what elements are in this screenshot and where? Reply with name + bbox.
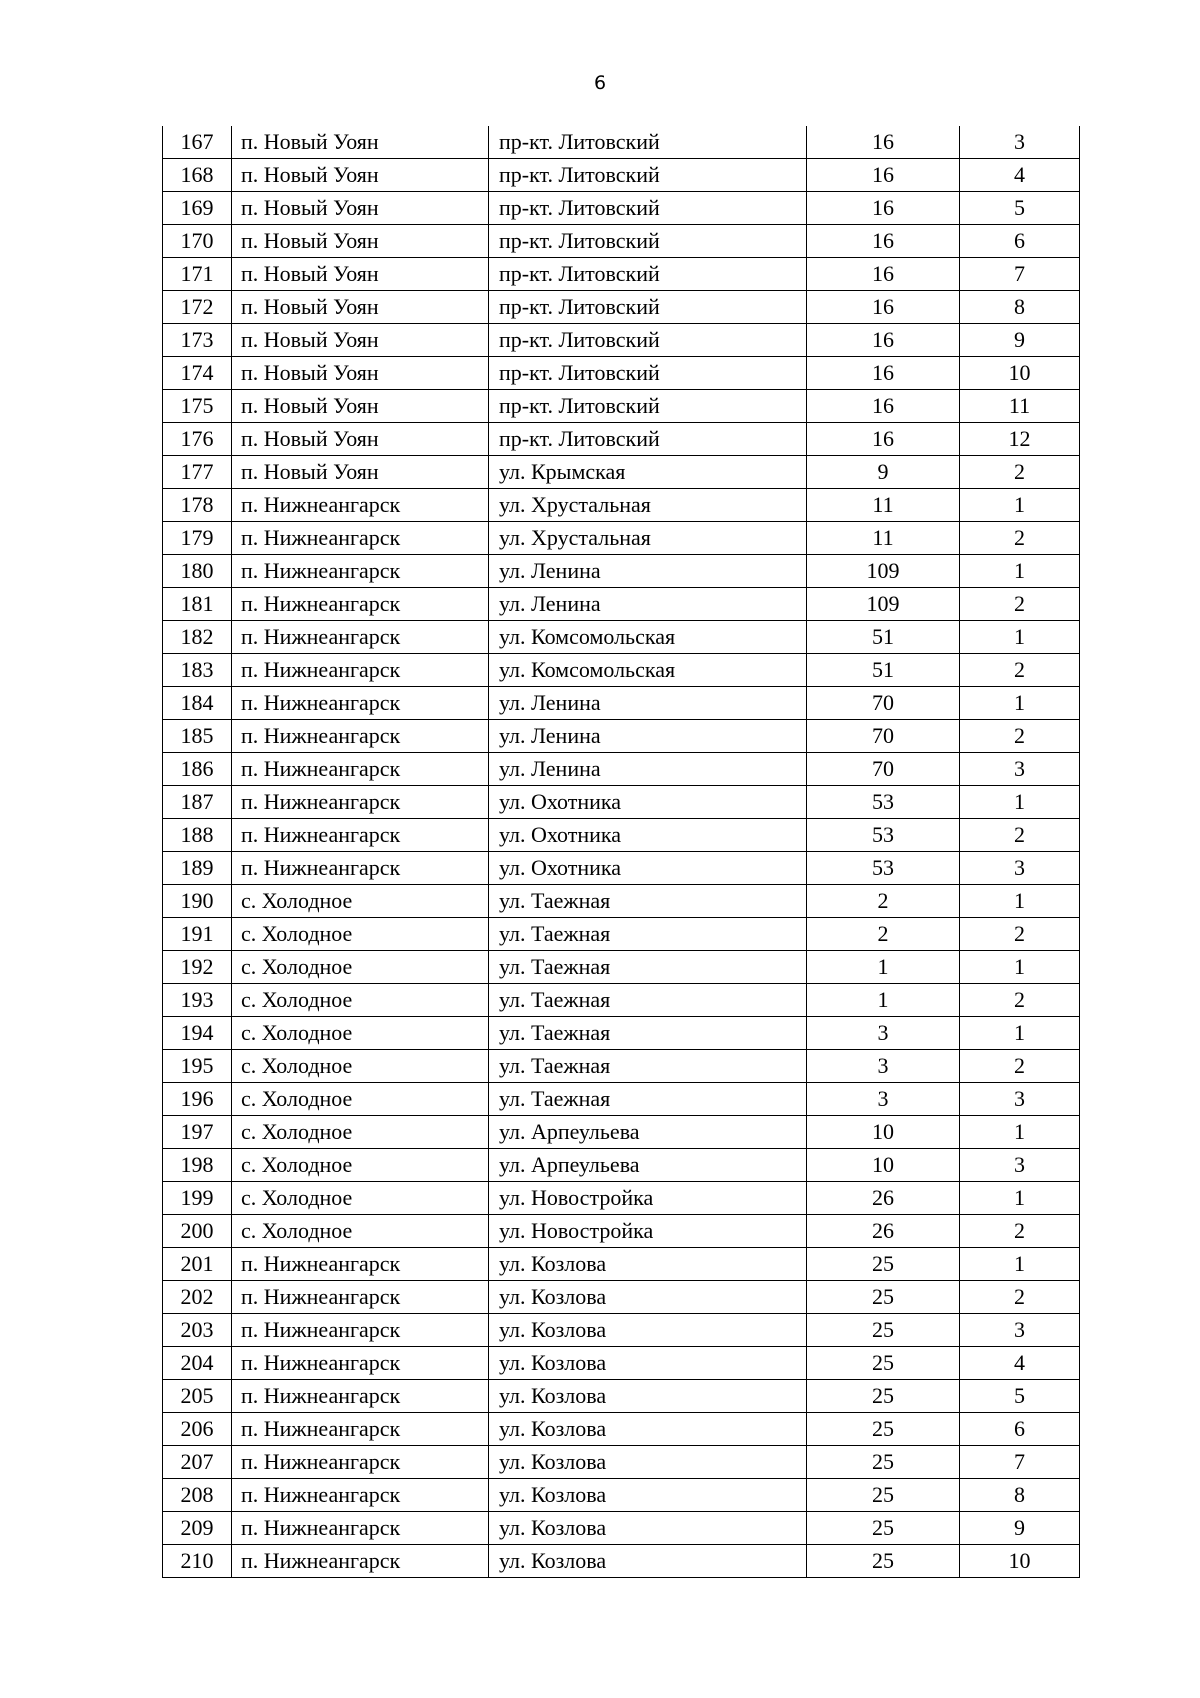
settlement-cell: п. Нижнеангарск (232, 489, 489, 522)
row-number: 170 (163, 225, 232, 258)
street-cell: ул. Козлова (489, 1545, 807, 1578)
table-row (163, 456, 1080, 489)
house-number-cell: 1 (807, 984, 960, 1017)
apartment-number-cell: 2 (960, 654, 1080, 687)
apartment-number-cell: 6 (960, 1413, 1080, 1446)
street-cell: ул. Крымская (489, 456, 807, 489)
settlement-cell: с. Холодное (232, 1215, 489, 1248)
house-number-cell: 3 (807, 1083, 960, 1116)
table-row (163, 1545, 1080, 1578)
settlement-cell: с. Холодное (232, 984, 489, 1017)
row-number: 184 (163, 687, 232, 720)
settlement-cell: п. Нижнеангарск (232, 1479, 489, 1512)
table-row (163, 357, 1080, 390)
street-cell: пр-кт. Литовский (489, 258, 807, 291)
settlement-cell: п. Новый Уоян (232, 423, 489, 456)
settlement-cell: п. Нижнеангарск (232, 1446, 489, 1479)
house-number-cell: 16 (807, 159, 960, 192)
row-number: 210 (163, 1545, 232, 1578)
street-cell: ул. Комсомольская (489, 654, 807, 687)
row-number: 187 (163, 786, 232, 819)
settlement-cell: п. Новый Уоян (232, 324, 489, 357)
table-row (163, 951, 1080, 984)
table-row (163, 654, 1080, 687)
apartment-number-cell: 1 (960, 786, 1080, 819)
settlement-cell: п. Нижнеангарск (232, 654, 489, 687)
street-cell: пр-кт. Литовский (489, 390, 807, 423)
table-row (163, 192, 1080, 225)
row-number: 195 (163, 1050, 232, 1083)
apartment-number-cell: 4 (960, 159, 1080, 192)
row-number: 207 (163, 1446, 232, 1479)
row-number: 206 (163, 1413, 232, 1446)
house-number-cell: 25 (807, 1479, 960, 1512)
house-number-cell: 51 (807, 621, 960, 654)
apartment-number-cell: 3 (960, 1149, 1080, 1182)
table-row (163, 291, 1080, 324)
street-cell: ул. Ленина (489, 588, 807, 621)
table-row (163, 1248, 1080, 1281)
table-row (163, 324, 1080, 357)
row-number: 204 (163, 1347, 232, 1380)
row-number: 190 (163, 885, 232, 918)
settlement-cell: п. Новый Уоян (232, 192, 489, 225)
table-row (163, 885, 1080, 918)
table-row (163, 1314, 1080, 1347)
street-cell: ул. Комсомольская (489, 621, 807, 654)
table-row (163, 1017, 1080, 1050)
street-cell: ул. Ленина (489, 555, 807, 588)
row-number: 173 (163, 324, 232, 357)
settlement-cell: п. Нижнеангарск (232, 588, 489, 621)
house-number-cell: 25 (807, 1281, 960, 1314)
house-number-cell: 25 (807, 1545, 960, 1578)
street-cell: ул. Охотника (489, 819, 807, 852)
row-number: 179 (163, 522, 232, 555)
street-cell: ул. Таежная (489, 984, 807, 1017)
settlement-cell: п. Нижнеангарск (232, 687, 489, 720)
table-row (163, 720, 1080, 753)
settlement-cell: п. Нижнеангарск (232, 786, 489, 819)
table-row (163, 1083, 1080, 1116)
apartment-number-cell: 1 (960, 1248, 1080, 1281)
table-row (163, 786, 1080, 819)
street-cell: пр-кт. Литовский (489, 291, 807, 324)
row-number: 172 (163, 291, 232, 324)
house-number-cell: 70 (807, 687, 960, 720)
table-row (163, 1050, 1080, 1083)
table-row (163, 159, 1080, 192)
street-cell: ул. Козлова (489, 1413, 807, 1446)
street-cell: ул. Козлова (489, 1446, 807, 1479)
settlement-cell: с. Холодное (232, 1116, 489, 1149)
settlement-cell: с. Холодное (232, 918, 489, 951)
house-number-cell: 11 (807, 522, 960, 555)
apartment-number-cell: 2 (960, 1215, 1080, 1248)
settlement-cell: п. Новый Уоян (232, 456, 489, 489)
settlement-cell: п. Нижнеангарск (232, 852, 489, 885)
row-number: 180 (163, 555, 232, 588)
row-number: 202 (163, 1281, 232, 1314)
street-cell: ул. Таежная (489, 885, 807, 918)
row-number: 199 (163, 1182, 232, 1215)
row-number: 176 (163, 423, 232, 456)
table-row (163, 1215, 1080, 1248)
table-row (163, 489, 1080, 522)
settlement-cell: п. Новый Уоян (232, 225, 489, 258)
apartment-number-cell: 5 (960, 192, 1080, 225)
apartment-number-cell: 7 (960, 258, 1080, 291)
table-row (163, 852, 1080, 885)
settlement-cell: п. Нижнеангарск (232, 621, 489, 654)
row-number: 175 (163, 390, 232, 423)
apartment-number-cell: 9 (960, 1512, 1080, 1545)
row-number: 183 (163, 654, 232, 687)
house-number-cell: 16 (807, 324, 960, 357)
row-number: 200 (163, 1215, 232, 1248)
row-number: 185 (163, 720, 232, 753)
table-row (163, 1413, 1080, 1446)
street-cell: ул. Арпеульева (489, 1149, 807, 1182)
house-number-cell: 16 (807, 390, 960, 423)
row-number: 198 (163, 1149, 232, 1182)
table-row (163, 1347, 1080, 1380)
table-row (163, 588, 1080, 621)
house-number-cell: 16 (807, 126, 960, 159)
street-cell: пр-кт. Литовский (489, 357, 807, 390)
settlement-cell: с. Холодное (232, 885, 489, 918)
house-number-cell: 26 (807, 1215, 960, 1248)
apartment-number-cell: 10 (960, 1545, 1080, 1578)
street-cell: ул. Козлова (489, 1281, 807, 1314)
settlement-cell: п. Новый Уоян (232, 291, 489, 324)
settlement-cell: п. Нижнеангарск (232, 1413, 489, 1446)
street-cell: ул. Арпеульева (489, 1116, 807, 1149)
row-number: 197 (163, 1116, 232, 1149)
house-number-cell: 16 (807, 291, 960, 324)
row-number: 167 (163, 126, 232, 159)
house-number-cell: 25 (807, 1512, 960, 1545)
apartment-number-cell: 1 (960, 1116, 1080, 1149)
street-cell: ул. Козлова (489, 1248, 807, 1281)
settlement-cell: п. Новый Уоян (232, 357, 489, 390)
settlement-cell: п. Нижнеангарск (232, 1347, 489, 1380)
row-number: 201 (163, 1248, 232, 1281)
house-number-cell: 16 (807, 258, 960, 291)
house-number-cell: 10 (807, 1116, 960, 1149)
table-row (163, 423, 1080, 456)
house-number-cell: 53 (807, 786, 960, 819)
street-cell: ул. Ленина (489, 753, 807, 786)
apartment-number-cell: 2 (960, 1281, 1080, 1314)
apartment-number-cell: 4 (960, 1347, 1080, 1380)
address-table-body (163, 126, 1080, 1578)
settlement-cell: п. Новый Уоян (232, 390, 489, 423)
apartment-number-cell: 1 (960, 555, 1080, 588)
settlement-cell: п. Нижнеангарск (232, 555, 489, 588)
table-row (163, 687, 1080, 720)
table-row (163, 819, 1080, 852)
row-number: 193 (163, 984, 232, 1017)
apartment-number-cell: 2 (960, 918, 1080, 951)
street-cell: ул. Новостройка (489, 1215, 807, 1248)
table-row (163, 1281, 1080, 1314)
row-number: 171 (163, 258, 232, 291)
apartment-number-cell: 2 (960, 588, 1080, 621)
settlement-cell: п. Нижнеангарск (232, 1248, 489, 1281)
house-number-cell: 53 (807, 852, 960, 885)
house-number-cell: 70 (807, 753, 960, 786)
house-number-cell: 109 (807, 555, 960, 588)
settlement-cell: с. Холодное (232, 1083, 489, 1116)
settlement-cell: п. Нижнеангарск (232, 819, 489, 852)
table-row (163, 1512, 1080, 1545)
street-cell: пр-кт. Литовский (489, 192, 807, 225)
table-row (163, 753, 1080, 786)
table-row (163, 390, 1080, 423)
house-number-cell: 25 (807, 1248, 960, 1281)
street-cell: ул. Козлова (489, 1512, 807, 1545)
table-row (163, 1182, 1080, 1215)
apartment-number-cell: 11 (960, 390, 1080, 423)
street-cell: пр-кт. Литовский (489, 423, 807, 456)
house-number-cell: 3 (807, 1017, 960, 1050)
settlement-cell: п. Нижнеангарск (232, 1380, 489, 1413)
settlement-cell: с. Холодное (232, 1149, 489, 1182)
apartment-number-cell: 3 (960, 852, 1080, 885)
house-number-cell: 70 (807, 720, 960, 753)
table-row (163, 522, 1080, 555)
table-row (163, 1479, 1080, 1512)
apartment-number-cell: 3 (960, 126, 1080, 159)
street-cell: пр-кт. Литовский (489, 126, 807, 159)
street-cell: ул. Козлова (489, 1314, 807, 1347)
settlement-cell: п. Нижнеангарск (232, 522, 489, 555)
apartment-number-cell: 1 (960, 687, 1080, 720)
address-table (162, 126, 1080, 1578)
house-number-cell: 16 (807, 357, 960, 390)
house-number-cell: 16 (807, 225, 960, 258)
settlement-cell: п. Нижнеангарск (232, 753, 489, 786)
row-number: 186 (163, 753, 232, 786)
apartment-number-cell: 2 (960, 984, 1080, 1017)
settlement-cell: с. Холодное (232, 1182, 489, 1215)
row-number: 208 (163, 1479, 232, 1512)
row-number: 188 (163, 819, 232, 852)
row-number: 192 (163, 951, 232, 984)
row-number: 181 (163, 588, 232, 621)
table-row (163, 258, 1080, 291)
house-number-cell: 109 (807, 588, 960, 621)
house-number-cell: 25 (807, 1446, 960, 1479)
table-row (163, 1149, 1080, 1182)
street-cell: ул. Охотника (489, 852, 807, 885)
house-number-cell: 2 (807, 885, 960, 918)
apartment-number-cell: 6 (960, 225, 1080, 258)
street-cell: ул. Хрустальная (489, 489, 807, 522)
house-number-cell: 10 (807, 1149, 960, 1182)
table-row (163, 555, 1080, 588)
settlement-cell: п. Нижнеангарск (232, 720, 489, 753)
apartment-number-cell: 8 (960, 1479, 1080, 1512)
settlement-cell: с. Холодное (232, 1050, 489, 1083)
house-number-cell: 51 (807, 654, 960, 687)
row-number: 174 (163, 357, 232, 390)
house-number-cell: 9 (807, 456, 960, 489)
street-cell: ул. Таежная (489, 1083, 807, 1116)
row-number: 194 (163, 1017, 232, 1050)
apartment-number-cell: 2 (960, 819, 1080, 852)
street-cell: ул. Таежная (489, 918, 807, 951)
table-row (163, 1116, 1080, 1149)
row-number: 189 (163, 852, 232, 885)
house-number-cell: 25 (807, 1347, 960, 1380)
street-cell: ул. Козлова (489, 1347, 807, 1380)
street-cell: ул. Хрустальная (489, 522, 807, 555)
apartment-number-cell: 2 (960, 1050, 1080, 1083)
house-number-cell: 25 (807, 1413, 960, 1446)
apartment-number-cell: 5 (960, 1380, 1080, 1413)
table-row (163, 918, 1080, 951)
settlement-cell: п. Новый Уоян (232, 258, 489, 291)
row-number: 191 (163, 918, 232, 951)
table-row (163, 621, 1080, 654)
apartment-number-cell: 1 (960, 1182, 1080, 1215)
settlement-cell: п. Нижнеангарск (232, 1281, 489, 1314)
apartment-number-cell: 10 (960, 357, 1080, 390)
street-cell: пр-кт. Литовский (489, 159, 807, 192)
street-cell: ул. Ленина (489, 687, 807, 720)
table-row (163, 225, 1080, 258)
settlement-cell: п. Нижнеангарск (232, 1512, 489, 1545)
settlement-cell: п. Новый Уоян (232, 126, 489, 159)
apartment-number-cell: 9 (960, 324, 1080, 357)
row-number: 196 (163, 1083, 232, 1116)
apartment-number-cell: 2 (960, 522, 1080, 555)
settlement-cell: п. Новый Уоян (232, 159, 489, 192)
house-number-cell: 16 (807, 423, 960, 456)
street-cell: ул. Новостройка (489, 1182, 807, 1215)
street-cell: ул. Таежная (489, 951, 807, 984)
table-row (163, 1446, 1080, 1479)
street-cell: ул. Таежная (489, 1050, 807, 1083)
row-number: 182 (163, 621, 232, 654)
apartment-number-cell: 1 (960, 951, 1080, 984)
row-number: 209 (163, 1512, 232, 1545)
row-number: 178 (163, 489, 232, 522)
apartment-number-cell: 8 (960, 291, 1080, 324)
house-number-cell: 1 (807, 951, 960, 984)
house-number-cell: 16 (807, 192, 960, 225)
apartment-number-cell: 1 (960, 621, 1080, 654)
settlement-cell: п. Нижнеангарск (232, 1545, 489, 1578)
apartment-number-cell: 2 (960, 720, 1080, 753)
table-row (163, 126, 1080, 159)
row-number: 203 (163, 1314, 232, 1347)
page-number: 6 (593, 72, 607, 94)
row-number: 177 (163, 456, 232, 489)
settlement-cell: с. Холодное (232, 951, 489, 984)
house-number-cell: 53 (807, 819, 960, 852)
house-number-cell: 11 (807, 489, 960, 522)
house-number-cell: 2 (807, 918, 960, 951)
house-number-cell: 26 (807, 1182, 960, 1215)
apartment-number-cell: 1 (960, 1017, 1080, 1050)
apartment-number-cell: 3 (960, 753, 1080, 786)
table-row (163, 1380, 1080, 1413)
street-cell: ул. Козлова (489, 1380, 807, 1413)
row-number: 205 (163, 1380, 232, 1413)
apartment-number-cell: 12 (960, 423, 1080, 456)
street-cell: ул. Таежная (489, 1017, 807, 1050)
apartment-number-cell: 7 (960, 1446, 1080, 1479)
street-cell: ул. Охотника (489, 786, 807, 819)
settlement-cell: п. Нижнеангарск (232, 1314, 489, 1347)
apartment-number-cell: 3 (960, 1314, 1080, 1347)
apartment-number-cell: 1 (960, 489, 1080, 522)
apartment-number-cell: 3 (960, 1083, 1080, 1116)
settlement-cell: с. Холодное (232, 1017, 489, 1050)
apartment-number-cell: 1 (960, 885, 1080, 918)
house-number-cell: 25 (807, 1314, 960, 1347)
house-number-cell: 3 (807, 1050, 960, 1083)
row-number: 168 (163, 159, 232, 192)
street-cell: ул. Козлова (489, 1479, 807, 1512)
street-cell: пр-кт. Литовский (489, 324, 807, 357)
row-number: 169 (163, 192, 232, 225)
apartment-number-cell: 2 (960, 456, 1080, 489)
street-cell: пр-кт. Литовский (489, 225, 807, 258)
house-number-cell: 25 (807, 1380, 960, 1413)
street-cell: ул. Ленина (489, 720, 807, 753)
table-row (163, 984, 1080, 1017)
